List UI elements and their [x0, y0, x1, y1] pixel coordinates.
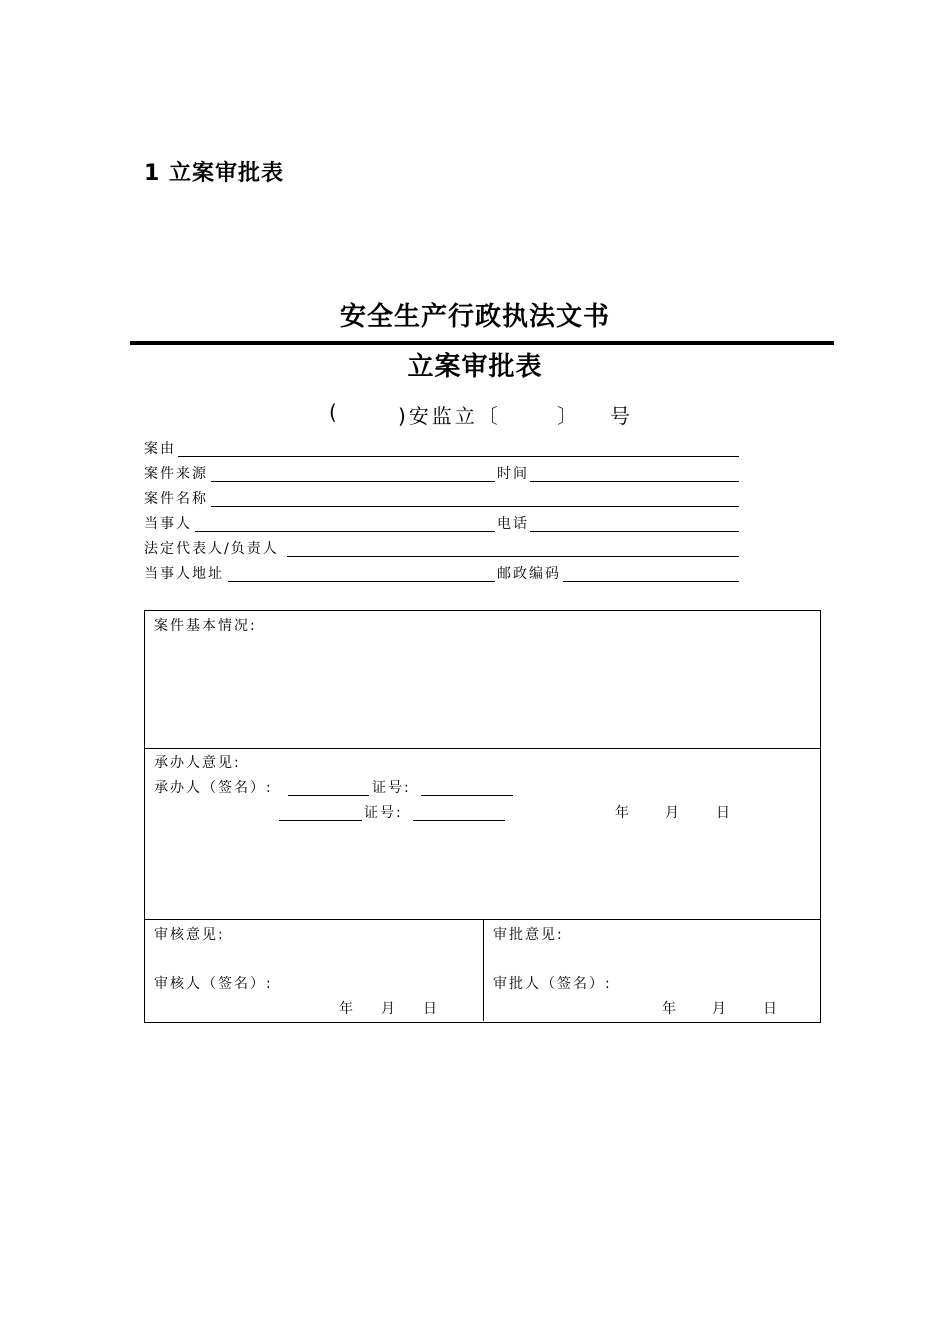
time-label: 时间 — [497, 466, 529, 482]
review-date-day: 日 — [423, 1001, 439, 1017]
case-source-line[interactable] — [211, 481, 495, 482]
handler-opinion-label: 承办人意见: — [154, 755, 241, 771]
cert-no-line-2[interactable] — [413, 820, 505, 821]
table-divider-1 — [144, 748, 820, 749]
cert-no-label: 证号: — [372, 780, 411, 796]
case-name-label: 案件名称 — [144, 491, 208, 507]
review-opinion-label: 审核意见: — [154, 927, 225, 943]
postal-code-line[interactable] — [563, 581, 739, 582]
cert-no-line[interactable] — [421, 795, 513, 796]
handler-sign-line-2[interactable] — [279, 820, 362, 821]
doc-number-open-paren: ( — [329, 400, 337, 424]
approver-sign-label: 审批人（签名）: — [493, 976, 612, 992]
legal-rep-line[interactable] — [287, 556, 739, 557]
legal-rep-label: 法定代表人/负责人 — [144, 541, 279, 557]
phone-line[interactable] — [530, 531, 739, 532]
party-line[interactable] — [195, 531, 495, 532]
approval-date-year: 年 — [662, 1001, 678, 1017]
case-name-line[interactable] — [211, 506, 739, 507]
section-heading: 1 立案审批表 — [144, 161, 284, 186]
basic-info-label: 案件基本情况: — [154, 618, 257, 634]
handler-date-month: 月 — [665, 805, 681, 821]
case-cause-line[interactable] — [178, 456, 739, 457]
postal-code-label: 邮政编码 — [497, 566, 561, 582]
handler-sign-label: 承办人（签名）: — [154, 780, 273, 796]
table-divider-2 — [144, 919, 820, 920]
cert-no-label-2: 证号: — [364, 805, 403, 821]
handler-date-year: 年 — [615, 805, 631, 821]
case-source-label: 案件来源 — [144, 466, 208, 482]
party-address-label: 当事人地址 — [144, 566, 224, 582]
doc-number-suffix: 号 — [610, 404, 630, 428]
document-title: 立案审批表 — [407, 352, 543, 382]
party-address-line[interactable] — [228, 581, 495, 582]
party-label: 当事人 — [144, 516, 192, 532]
review-date-month: 月 — [381, 1001, 397, 1017]
table-column-divider — [483, 919, 484, 1021]
case-cause-label: 案由 — [144, 441, 176, 457]
reviewer-sign-label: 审核人（签名）: — [154, 976, 273, 992]
handler-sign-line[interactable] — [288, 795, 369, 796]
approval-opinion-label: 审批意见: — [493, 927, 564, 943]
phone-label: 电话 — [497, 516, 529, 532]
approval-date-month: 月 — [712, 1001, 728, 1017]
approval-date-day: 日 — [763, 1001, 779, 1017]
review-date-year: 年 — [339, 1001, 355, 1017]
doc-number-close-bracket: 〕 — [557, 404, 577, 428]
doc-number-org: )安监立〔 — [398, 404, 501, 428]
handler-date-day: 日 — [716, 805, 732, 821]
document-header: 安全生产行政执法文书 — [339, 302, 610, 332]
header-rule — [130, 341, 834, 345]
time-line[interactable] — [530, 481, 739, 482]
